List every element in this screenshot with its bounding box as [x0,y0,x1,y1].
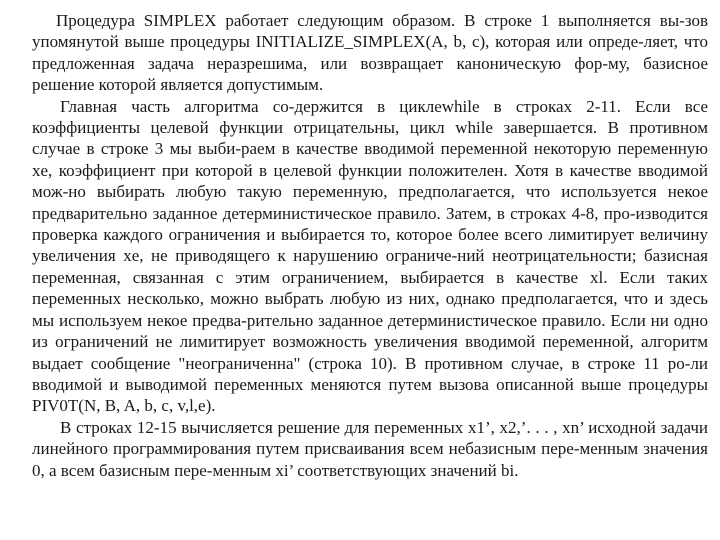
paragraph-text: Главная часть алгоритма со-держится в циклеwhile в строках 2-11. Если все коэффициенты целевой функции отрицательны, цикл while завершается. В противном случае в строке 3 мы выби-раем в качестве вводимой переменной некоторую переменную xe, коэффициент при которой в целевой функции положителен. Хотя в качестве вводимой мож-но выбирать любую такую переменную, предполагается, что используется некое предварительно заданное детерминистическое правило. Затем, в строках 4-8, про-изводится проверка каждого ограничения и выбирается то, которое более всего лимитирует величину увеличения xe, не приводящего к нарушению ограниче-ний неотрицательности; базисная переменная, связанная с этим ограничением, выбирается в качестве xl. Если таких переменных несколько, можно выбрать любую из них, однако предполагается, что и здесь мы используем некое предва-рительно заданное детерминистическое правило. Если ни одно из ограничений не лимитирует возможность увеличения вводимой переменной, алгоритм выдает сообщение "неограниченна" (строка 10). В противном случае, в строке 11 ро-ли вводимой и выводимой переменных меняются путем вызова описанной выше процедуры PIV0T(N, B, A, b, c, v,l,e). [32,96,708,416]
paragraph-solution [32,417,708,481]
paragraph-main-loop [32,96,708,417]
paragraph-text: В строках 12-15 вычисляется решение для переменных x1’, x2,’. . . , xn’ исходной задачи линейного программирования путем присваивания всем небазисным пере-менным значения 0, а всем базисным пере-менным xi’ соответствующих значений bi. [32,417,708,480]
paragraph-text: Процедура SIMPLEX работает следующим образом. В строке 1 выполняется вы-зов упомянутой выше процедуры INITIALIZE_SIMPLEX(A, b, c), которая или опреде-ляет, что предложенная задача неразрешима, или возвращает каноническую фор-му, базисное решение которой является допустимым. [32,11,708,95]
paragraph-procedure-intro [32,10,708,96]
